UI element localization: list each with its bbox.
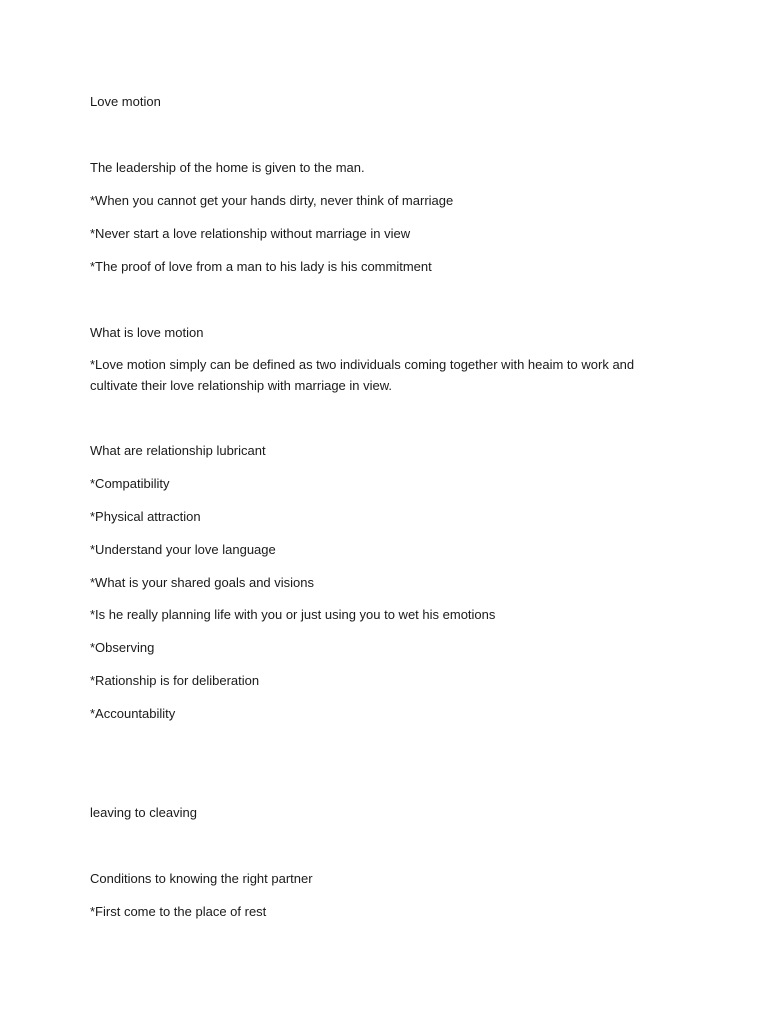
document-title: Love motion	[90, 94, 161, 109]
list-item: *Is he really planning life with you or just using you to wet his emotions	[90, 607, 496, 622]
list-item: *Understand your love language	[90, 542, 276, 557]
list-item: *The proof of love from a man to his lady is his commitment	[90, 259, 432, 274]
intro-paragraph: The leadership of the home is given to the man.	[90, 160, 365, 175]
list-item: *What is your shared goals and visions	[90, 575, 315, 590]
section-heading-leaving: leaving to cleaving	[90, 805, 197, 820]
list-item: *Observing	[90, 640, 155, 655]
section-heading-what-is: What is love motion	[90, 325, 204, 340]
list-item: *Accountability	[90, 706, 176, 721]
section-heading-conditions: Conditions to knowing the right partner	[90, 871, 313, 886]
list-item: *When you cannot get your hands dirty, never think of marriage	[90, 193, 454, 208]
definition-paragraph: *Love motion simply can be defined as two individuals coming together with heaim to work and cultivate their love relationship with marriage in view.	[90, 357, 635, 393]
list-item: *Compatibility	[90, 476, 170, 491]
list-item: *Rationship is for deliberation	[90, 673, 260, 688]
list-item: *Physical attraction	[90, 509, 201, 524]
list-item: *First come to the place of rest	[90, 904, 267, 919]
section-heading-lubricant: What are relationship lubricant	[90, 443, 266, 458]
list-item: *Never start a love relationship without marriage in view	[90, 226, 411, 241]
